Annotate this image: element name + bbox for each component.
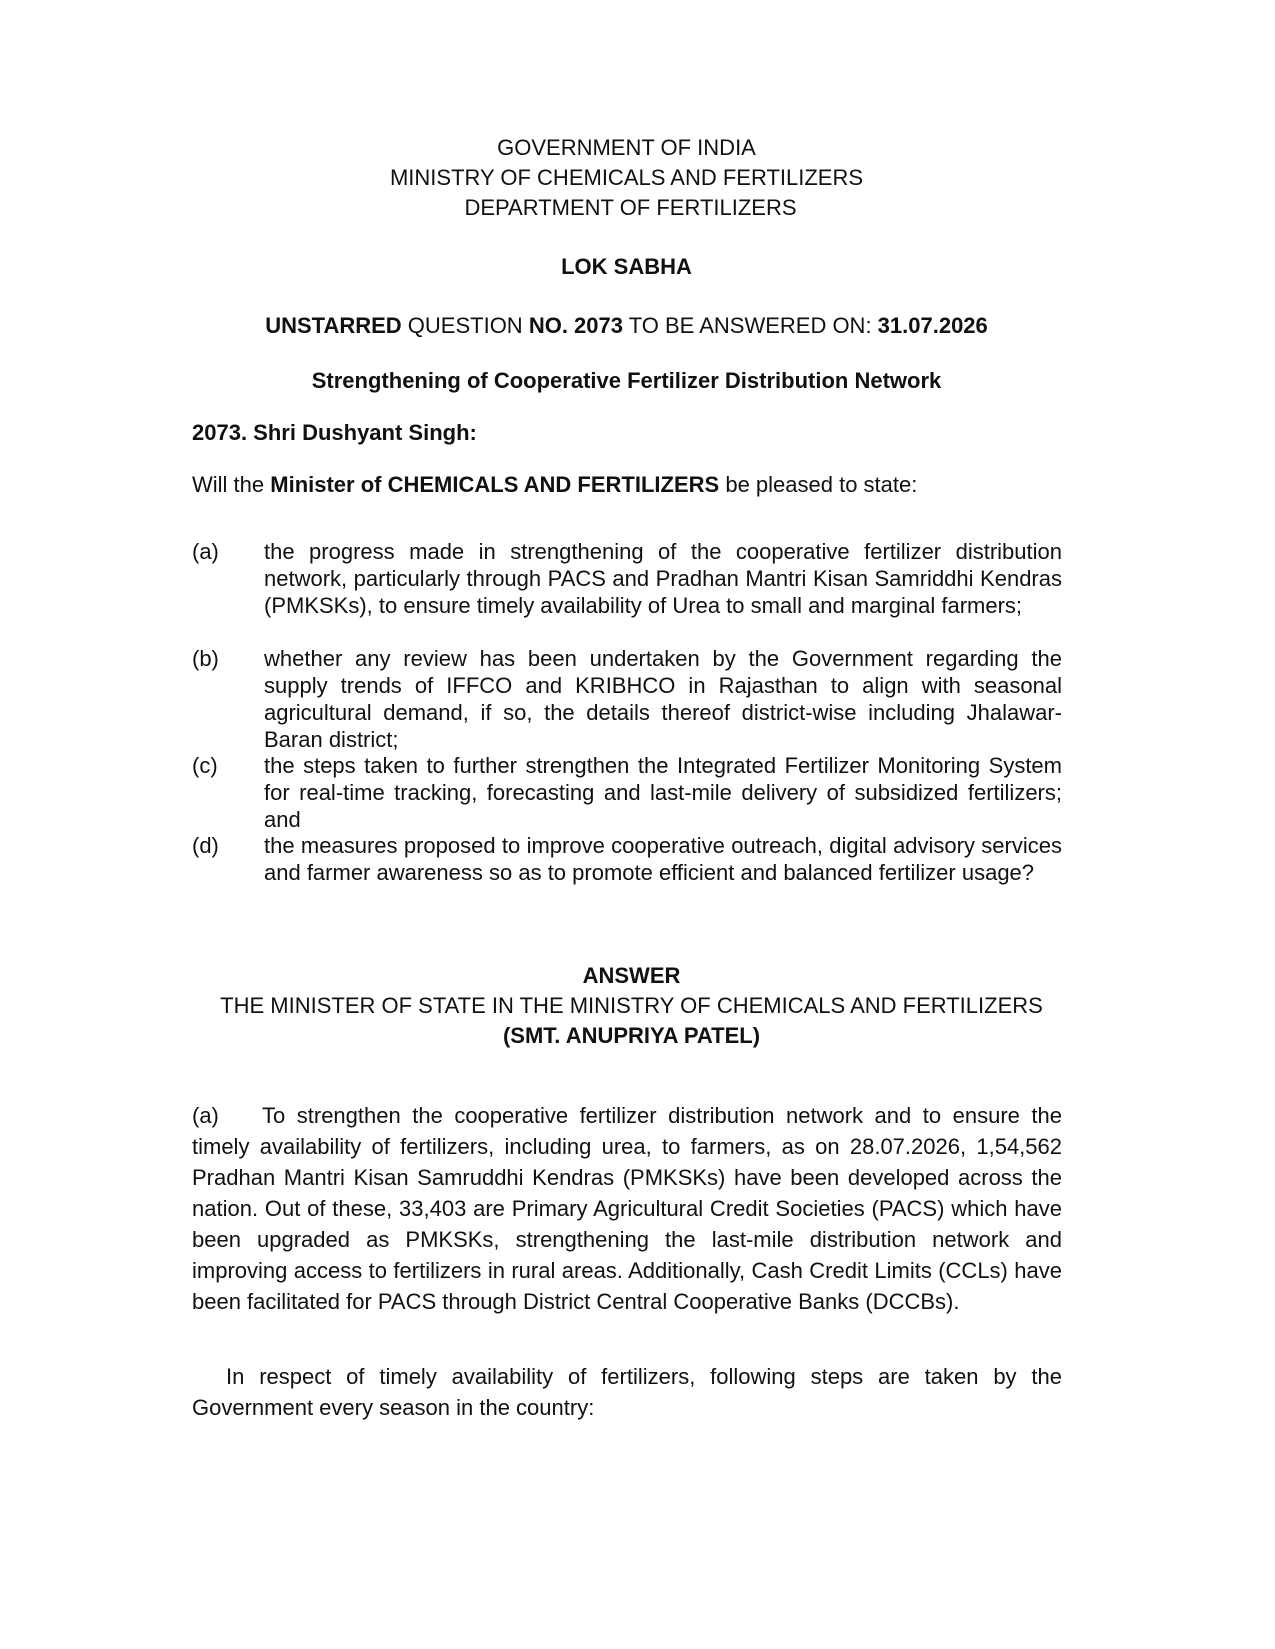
question-text: the measures proposed to improve cooperative outreach, digital advisory services and farmer awareness so as to promote efficient and balanced fertilizer usage? <box>264 833 1062 885</box>
question-text: the progress made in strengthening of the cooperative fertilizer distribution network, particularly through PACS and Pradhan Mantri Kisan Samriddhi Kendras (PMKSKs), to ensure timely availability of Urea to small and marginal farmers; <box>264 539 1062 618</box>
answer-minister-title: THE MINISTER OF STATE IN THE MINISTRY OF CHEMICALS AND FERTILIZERS <box>220 993 1043 1018</box>
question-item-b <box>192 645 1062 753</box>
house-heading: LOK SABHA <box>561 254 692 279</box>
answer-paragraph-b: In respect of timely availability of fertilizers, following steps are taken by the Government every season in the country: <box>192 1364 1062 1420</box>
answer-heading: ANSWER <box>582 963 681 988</box>
question-line <box>0 311 1253 341</box>
answered-on-text: TO BE ANSWERED ON: <box>622 313 878 338</box>
question-text: the steps taken to further strengthen the Integrated Fertilizer Monitoring System for real-time tracking, forecasting and last-mile delivery of subsidized fertilizers; and <box>264 753 1062 832</box>
question-type: UNSTARRED <box>265 313 402 338</box>
question-label: (d) <box>192 833 219 858</box>
question-item-d <box>192 832 1062 886</box>
ministry-heading: MINISTRY OF CHEMICALS AND FERTILIZERS <box>389 165 864 190</box>
question-asker: 2073. Shri Dushyant Singh: <box>192 420 477 445</box>
answer-minister-name: (SMT. ANUPRIYA PATEL) <box>502 1023 761 1048</box>
answer-label: (a) <box>192 1103 219 1128</box>
answer-paragraph-a <box>192 1100 1062 1317</box>
question-subject: Strengthening of Cooperative Fertilizer Distribution Network <box>311 368 942 393</box>
question-label: (c) <box>192 753 218 778</box>
question-number: NO. 2073 <box>528 313 623 338</box>
department-heading: DEPARTMENT OF FERTILIZERS <box>464 195 797 220</box>
question-item-a <box>192 538 1062 619</box>
question-label: (a) <box>192 539 219 564</box>
answer-text: To strengthen the cooperative fertilizer distribution network and to ensure the timely availability of fertilizers, including urea, to farmers, as on 28.07.2026, 1,54,562 Pradhan Mantri Kisan Samruddhi Kendras (PMKSKs) have been developed across the nation. Out of these, 33,403 are Primary Agricultural Credit Societies (PACS) which have been upgraded as PMKSKs, strengthening the last-mile distribution network and improving access to fertilizers in rural areas. Additionally, Cash Credit Limits (CCLs) have been facilitated for PACS through District Central Cooperative Banks (DCCBs). <box>192 1103 1062 1314</box>
question-intro <box>192 470 917 500</box>
intro-suffix: be pleased to state: <box>719 472 918 497</box>
question-text: whether any review has been undertaken by the Government regarding the supply trends of IFFCO and KRIBHCO in Rajasthan to align with seasonal agricultural demand, if so, the details thereof district-wise including Jhalawar-Baran district; <box>264 646 1062 752</box>
government-heading: GOVERNMENT OF INDIA <box>497 135 756 160</box>
question-word: QUESTION <box>401 313 529 338</box>
question-label: (b) <box>192 646 219 671</box>
answer-date: 31.07.2026 <box>877 313 988 338</box>
intro-minister: Minister of CHEMICALS AND FERTILIZERS <box>270 472 720 497</box>
intro-prefix: Will the <box>192 472 271 497</box>
question-item-c <box>192 752 1062 833</box>
